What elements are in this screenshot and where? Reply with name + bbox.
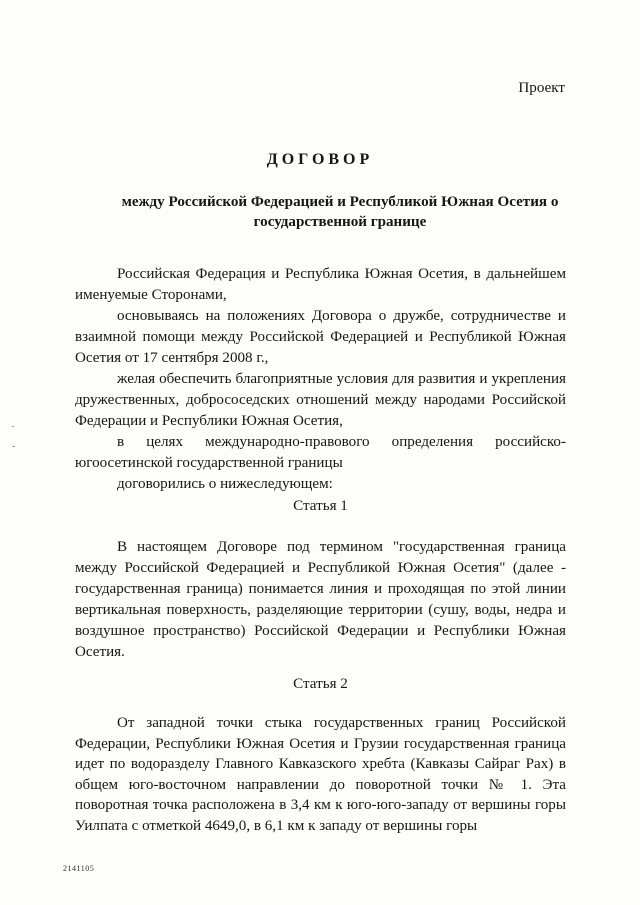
article-1-heading: Статья 1: [293, 498, 348, 514]
scan-speck: [12, 426, 14, 427]
article-2-text: От западной точки стыка государственных границ Российской Федерации, Республики Южная Осетия и Грузии государственная граница идет по водоразделу Главного Кавказского хребта (Кавказы Сайраг Рах) в общем юго-восточном направлении до поворотной точки № 1. Эта поворотная точка расположена в 3,4 км к юго-юго-западу от вершины горы Уилпата с отметкой 4649,0, в 6,1 км к западу от вершины горы: [75, 715, 566, 834]
draft-label: Проект: [518, 80, 565, 96]
document-title: ДОГОВОР: [266, 151, 374, 168]
preamble-paragraph: в целях международно-правового определения российско-югоосетинской государственной границы: [75, 434, 566, 471]
preamble-paragraph: желая обеспечить благоприятные условия для развития и укрепления дружественных, добрососедских отношений между народами Российской Федерации и Республики Южная Осетия,: [75, 371, 566, 429]
preamble-paragraph: договорились о нижеследующем:: [117, 476, 333, 492]
article-2-body: [75, 713, 566, 837]
article-1-text: В настоящем Договоре под термином "государственная граница между Российской Федерацией и Республикой Южная Осетия" (далее - государственная граница) понимается линия и проходящая по этой линии вертикальная поверхность, разделяющие территории (сушу, воды, недра и воздушное пространство) Российской Федерации и Республики Южная Осетия.: [75, 539, 566, 660]
article-2-heading: Статья 2: [293, 676, 348, 692]
preamble: [75, 264, 566, 495]
scan-speck: [12, 446, 15, 447]
preamble-paragraph: основываясь на положениях Договора о дружбе, сотрудничестве и взаимной помощи между Российской Федерацией и Республикой Южная Осетия от 17 сентября 2008 г.,: [75, 308, 566, 366]
article-1-body: [75, 537, 566, 663]
document-subtitle: между Российской Федерацией и Республикой Южная Осетия о государственной границе: [121, 194, 559, 230]
preamble-paragraph: Российская Федерация и Республика Южная Осетия, в дальнейшем именуемые Сторонами,: [75, 266, 566, 303]
footer-code: 2141105: [63, 864, 95, 873]
